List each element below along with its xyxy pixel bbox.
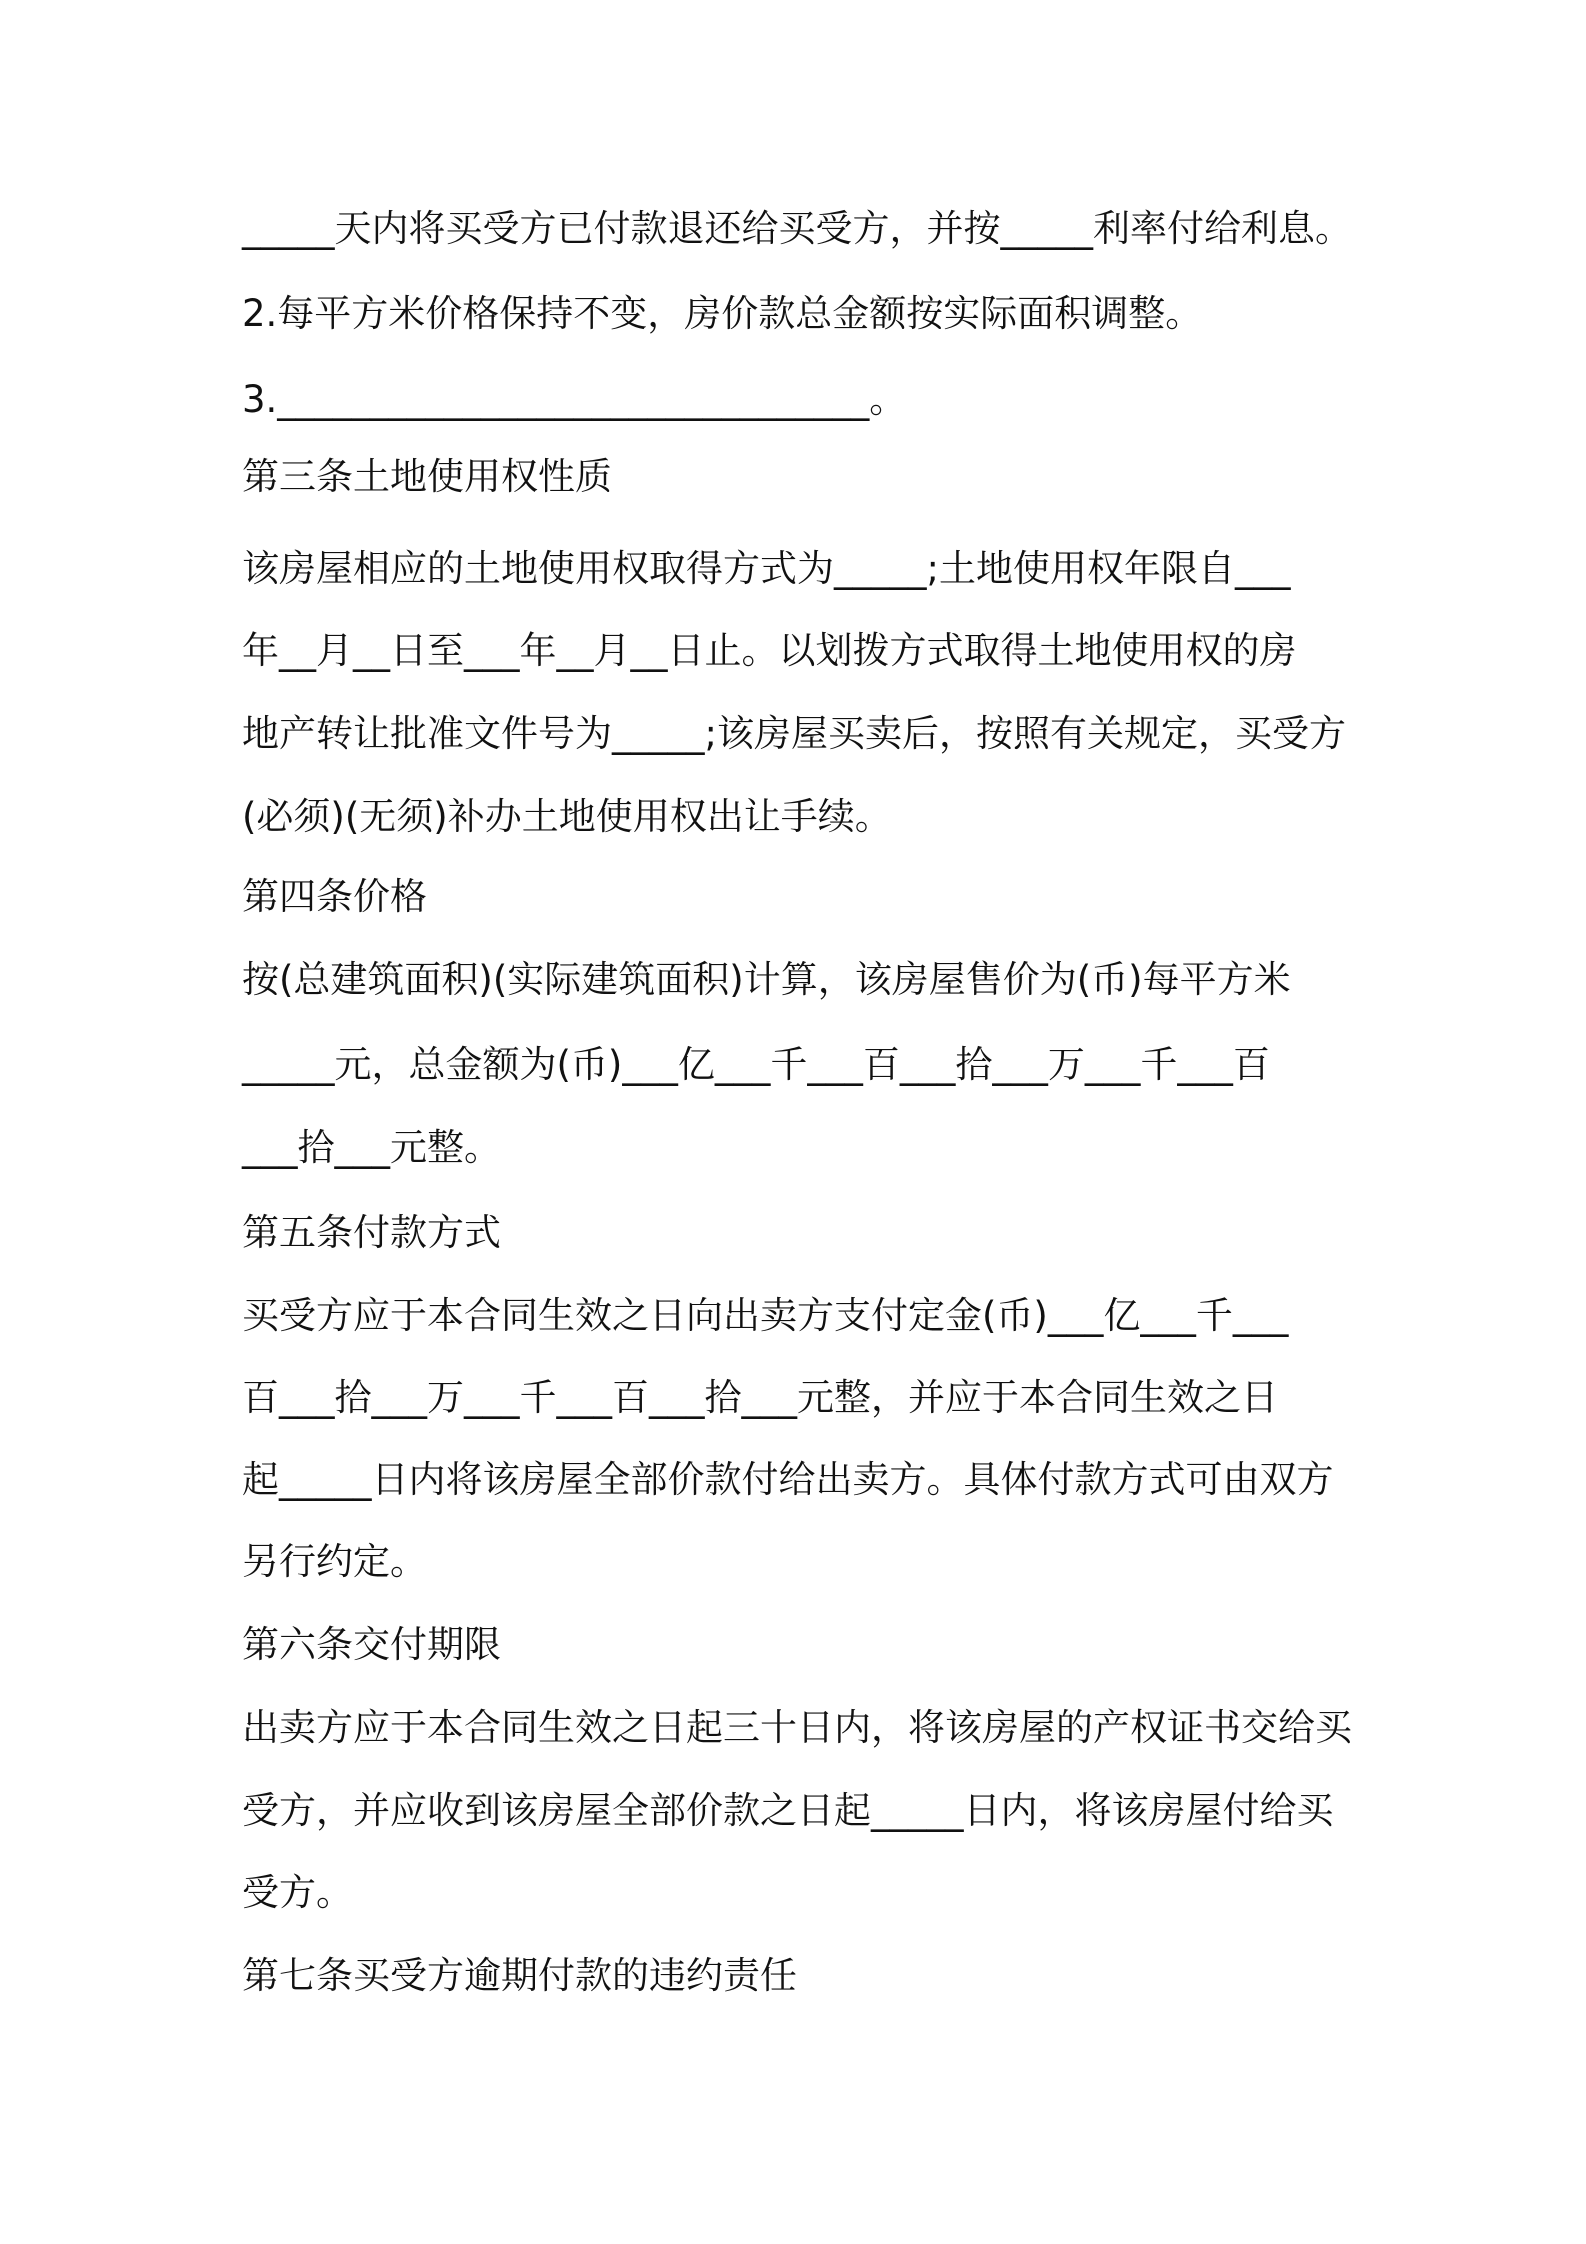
paragraph-line: 起_____日内将该房屋全部价款付给出卖方。具体付款方式可由双方 (242, 1458, 1334, 1501)
paragraph-line: 该房屋相应的土地使用权取得方式为_____;土地使用权年限自___ (242, 547, 1291, 590)
paragraph-line: 受方，并应收到该房屋全部价款之日起_____日内，将该房屋付给买 (242, 1789, 1334, 1832)
paragraph-line: 出卖方应于本合同生效之日起三十日内，将该房屋的产权证书交给买 (242, 1706, 1352, 1749)
paragraph-line: _____元，总金额为(币)___亿___千___百___拾___万___千___百 (242, 1043, 1270, 1086)
section-heading: 第三条土地使用权性质 (242, 455, 612, 498)
section-heading: 第六条交付期限 (242, 1623, 501, 1666)
paragraph-line: 受方。 (242, 1871, 353, 1914)
paragraph-line: 3.________________________________。 (242, 378, 907, 421)
paragraph-line: ___拾___元整。 (242, 1126, 501, 1169)
paragraph-line: 买受方应于本合同生效之日向出卖方支付定金(币)___亿___千___ (242, 1294, 1289, 1337)
section-heading: 第七条买受方逾期付款的违约责任 (242, 1954, 797, 1997)
section-heading: 第四条价格 (242, 875, 427, 918)
paragraph-line: 年__月__日至___年__月__日止。以划拨方式取得土地使用权的房 (242, 629, 1297, 672)
paragraph-line: (必须)(无须)补办土地使用权出让手续。 (242, 795, 892, 838)
paragraph-line: 另行约定。 (242, 1540, 427, 1583)
section-heading: 第五条付款方式 (242, 1211, 501, 1254)
paragraph-line: _____天内将买受方已付款退还给买受方，并按_____利率付给利息。 (242, 207, 1352, 250)
paragraph-line: 地产转让批准文件号为_____;该房屋买卖后，按照有关规定，买受方 (242, 712, 1346, 755)
paragraph-line: 2.每平方米价格保持不变，房价款总金额按实际面积调整。 (242, 292, 1203, 335)
paragraph-line: 百___拾___万___千___百___拾___元整，并应于本合同生效之日 (242, 1376, 1278, 1419)
paragraph-line: 按(总建筑面积)(实际建筑面积)计算，该房屋售价为(币)每平方米 (242, 958, 1291, 1001)
